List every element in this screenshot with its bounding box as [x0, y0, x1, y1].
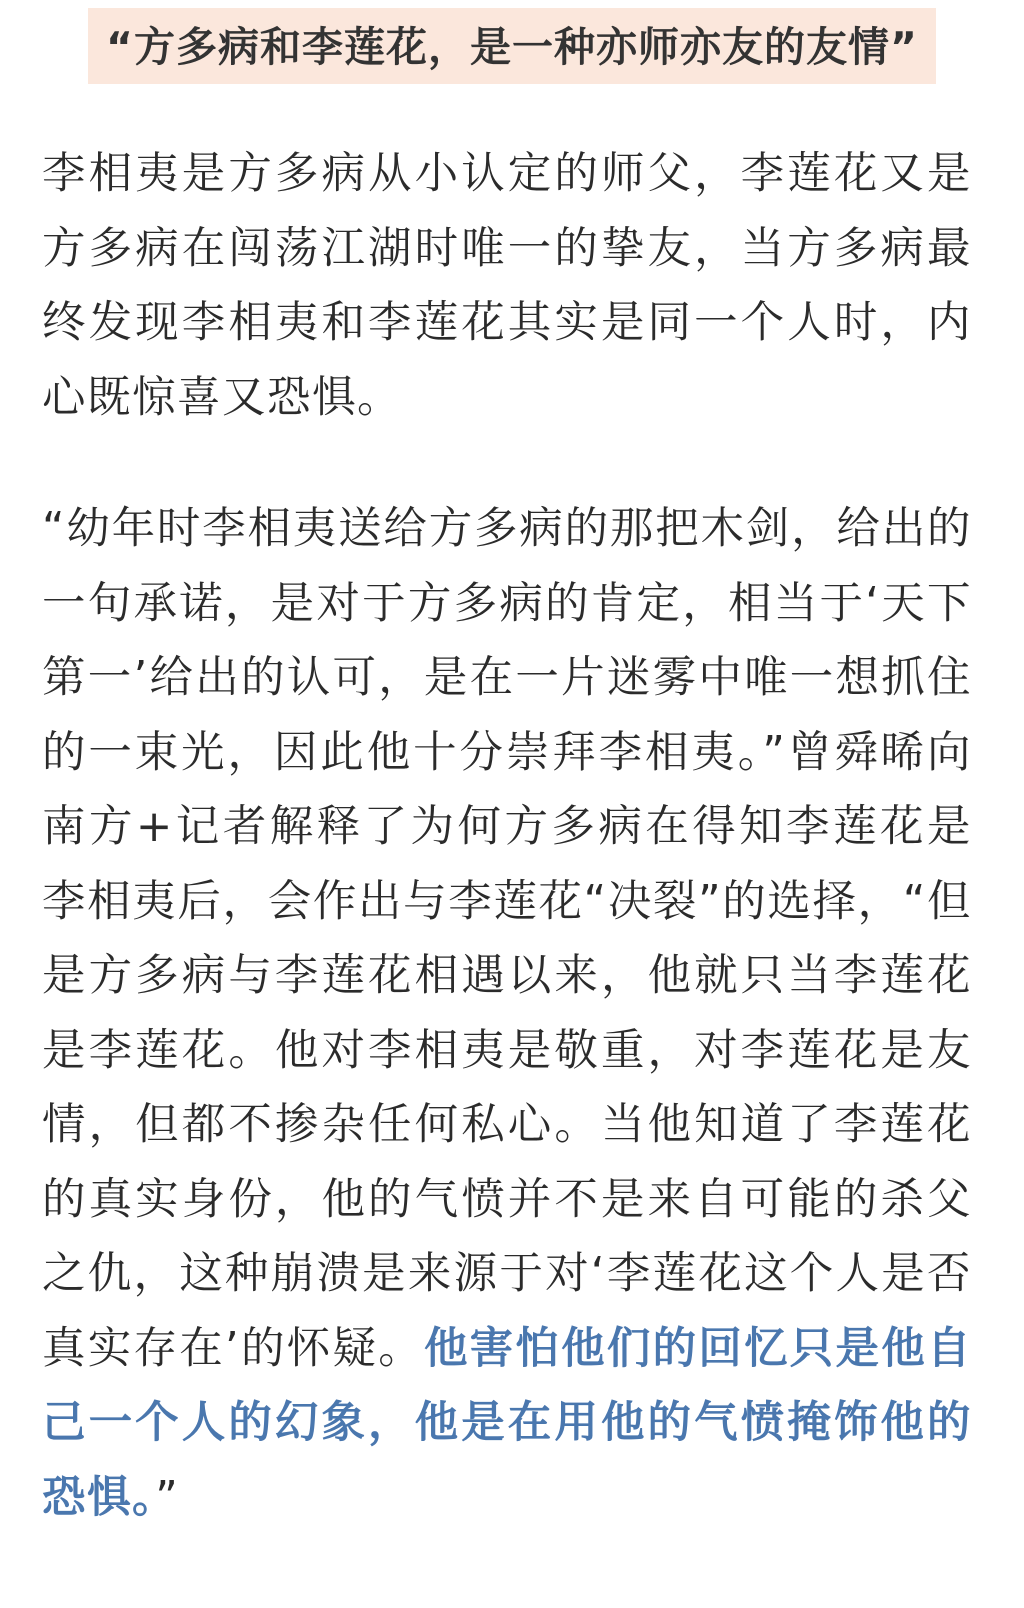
paragraph-quote-text: “幼年时李相夷送给方多病的那把木剑，给出的一句承诺，是对于方多病的肯定，相当于‘天下第一’给出的认可，是在一片迷雾中唯一想抓住的一束光，因此他十分崇拜李相夷。”曾舜晞向南方+记者解释了为何方多病在得知李莲花是李相夷后，会作出与李莲花“决裂”的选择，“但是方多病与李莲花相遇以来，他就只当李莲花是李莲花。他对李相夷是敬重，对李莲花是友情，但都不掺杂任何私心。当他知道了李莲花的真实身份，他的气愤并不是来自可能的杀父之仇，这种崩溃是来源于对‘李莲花这个人是否真实存在’的怀疑。 — [42, 504, 972, 1374]
closing-quote-mark: ” — [155, 1472, 180, 1523]
paragraph-intro: 李相夷是方多病从小认定的师父，李莲花又是方多病在闯荡江湖时唯一的挚友，当方多病最终发现李相夷和李莲花其实是同一个人时，内心既惊喜又恐惧。 — [42, 149, 972, 423]
heading-container — [0, 8, 1024, 84]
highlighted-sentence: 他害怕他们的回忆只是他自己一个人的幻象，他是在用他的气愤掩饰他的恐惧。 — [42, 1323, 973, 1523]
article-heading: “方多病和李莲花，是一种亦师亦友的友情” — [88, 8, 936, 84]
paragraph-quote — [42, 492, 972, 1535]
